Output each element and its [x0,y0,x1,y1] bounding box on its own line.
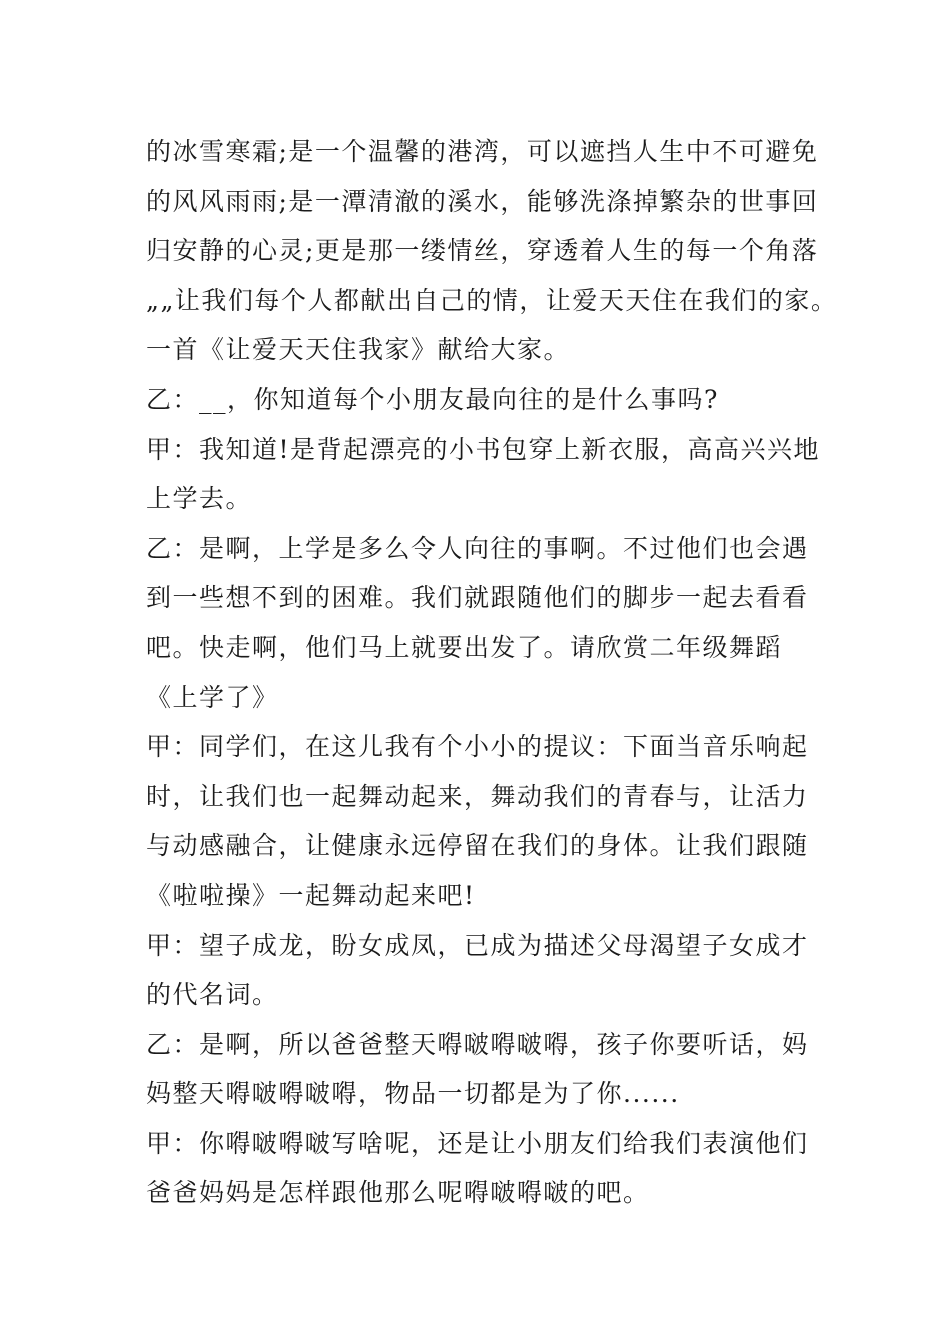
body-text [146,130,838,1221]
text-line: 甲：望子成龙，盼女成凤，已成为描述父母渴望子女成才 [146,930,809,960]
text-line: 妈整天嘚啵嘚啵嘚，物品一切都是为了你...... [146,1079,680,1109]
text-line: 乙：__，你知道每个小朋友最向往的是什么事吗? [146,384,719,414]
text-line: 的风风雨雨;是一潭清澈的溪水，能够洗涤掉繁杂的世事回 [146,186,819,216]
text-line: 的冰雪寒霜;是一个温馨的港湾，可以遮挡人生中不可避免 [146,137,819,166]
text-line: 爸爸妈妈是怎样跟他那么呢嘚啵嘚啵的吧。 [146,1178,650,1208]
text-line: 与动感融合，让健康永远停留在我们的身体。让我们跟随 [146,831,809,861]
text-line: „„让我们每个人都献出自己的情，让爱天天住在我们的家。 [146,285,838,315]
text-line: 归安静的心灵;更是那一缕情丝，穿透着人生的每一个角落 [146,236,819,266]
text-line: 甲：你嘚啵嘚啵写啥呢，还是让小朋友们给我们表演他们 [146,1128,809,1158]
text-line: 《啦啦操》一起舞动起来吧! [146,880,476,910]
text-line: 甲：同学们，在这儿我有个小小的提议：下面当音乐响起 [146,732,809,762]
text-line: 的代名词。 [146,980,279,1010]
text-line: 时，让我们也一起舞动起来，舞动我们的青春与，让活力 [146,781,809,811]
text-line: 甲：我知道!是背起漂亮的小书包穿上新衣服，高高兴兴地 [146,434,821,464]
text-line: 一首《让爱天天住我家》献给大家。 [146,335,571,365]
text-line: 乙：是啊，所以爸爸整天嘚啵嘚啵嘚，孩子你要听话，妈 [146,1029,809,1059]
text-line: 吧。快走啊，他们马上就要出发了。请欣赏二年级舞蹈 [146,632,783,662]
text-line: 乙：是啊，上学是多么令人向往的事啊。不过他们也会遇 [146,533,809,563]
text-line: 上学去。 [146,484,253,514]
text-line: 到一些想不到的困难。我们就跟随他们的脚步一起去看看 [146,583,809,613]
text-line: 《上学了》 [146,682,279,712]
